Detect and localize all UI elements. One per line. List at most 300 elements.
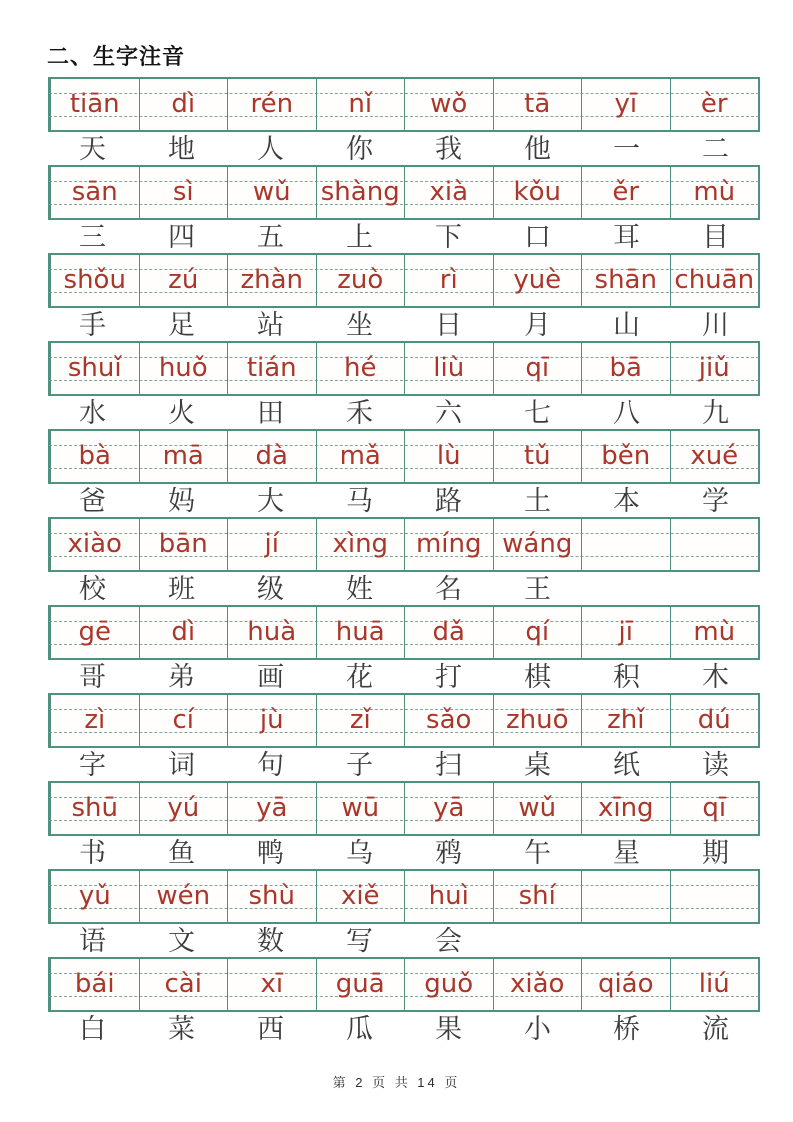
character-cell (315, 924, 404, 957)
table-row (48, 517, 760, 605)
character-cell (493, 220, 582, 253)
character-cell (226, 132, 315, 165)
character-cell (493, 308, 582, 341)
character-text: 画 (257, 662, 284, 692)
pinyin-text: yú (167, 792, 200, 823)
character-text: 站 (257, 310, 284, 340)
pinyin-cell (316, 871, 405, 922)
character-text: 打 (435, 662, 462, 692)
character-text: 川 (702, 310, 729, 340)
pinyin-text: zhuō (505, 704, 569, 735)
character-text: 会 (435, 926, 462, 956)
pinyin-cell (404, 783, 493, 834)
character-cell (671, 396, 760, 429)
pinyin-cell (139, 167, 228, 218)
pinyin-text: sān (71, 176, 118, 207)
character-cell (137, 836, 226, 869)
character-cell (671, 132, 760, 165)
character-cell (48, 748, 137, 781)
pinyin-cell (581, 343, 670, 394)
character-text: 乌 (346, 838, 373, 868)
pinyin-text: zhǐ (607, 704, 645, 735)
pinyin-cell (493, 79, 582, 130)
pinyin-text: tián (246, 352, 297, 383)
pinyin-cell (404, 343, 493, 394)
pinyin-text: liú (698, 968, 730, 999)
character-row (48, 660, 760, 693)
character-cell (404, 748, 493, 781)
pinyin-text: bái (74, 968, 115, 999)
pinyin-cell (316, 607, 405, 658)
pinyin-text: huā (335, 616, 385, 647)
pinyin-row (48, 165, 760, 220)
pinyin-text: qī (525, 352, 550, 383)
character-text: 天 (79, 134, 106, 164)
character-cell (226, 484, 315, 517)
pinyin-row (48, 253, 760, 308)
character-text: 花 (346, 662, 373, 692)
pinyin-cell (670, 431, 759, 482)
character-cell (493, 484, 582, 517)
pinyin-row (48, 605, 760, 660)
pinyin-cell (50, 695, 139, 746)
table-row (48, 605, 760, 693)
pinyin-cell (670, 343, 759, 394)
character-cell (671, 484, 760, 517)
character-text: 月 (524, 310, 551, 340)
character-text: 读 (702, 750, 729, 780)
character-text: 书 (79, 838, 106, 868)
pinyin-text: yī (614, 88, 638, 119)
pinyin-cell (581, 871, 670, 922)
pinyin-text: èr (700, 88, 728, 119)
character-text: 姓 (346, 574, 373, 604)
character-text: 桥 (613, 1014, 640, 1044)
pinyin-cell (581, 79, 670, 130)
pinyin-cell (581, 431, 670, 482)
table-row (48, 341, 760, 429)
character-text: 学 (702, 486, 729, 516)
pinyin-cell (316, 783, 405, 834)
pinyin-cell (139, 255, 228, 306)
pinyin-cell (227, 431, 316, 482)
pinyin-text: gē (78, 616, 111, 647)
character-row (48, 572, 760, 605)
pinyin-cell (493, 607, 582, 658)
pinyin-cell (670, 79, 759, 130)
pinyin-cell (139, 343, 228, 394)
character-cell (48, 220, 137, 253)
pinyin-text: shū (71, 792, 118, 823)
character-text: 王 (524, 574, 551, 604)
pinyin-cell (493, 167, 582, 218)
character-cell (671, 572, 760, 605)
pinyin-cell (227, 783, 316, 834)
pinyin-text: mù (693, 616, 736, 647)
character-text: 子 (346, 750, 373, 780)
page-title: 二、生字注音 (47, 44, 186, 69)
character-row (48, 308, 760, 341)
character-text: 级 (257, 574, 284, 604)
pinyin-text: sǎo (426, 704, 472, 735)
pinyin-cell (50, 431, 139, 482)
pinyin-text: xī (260, 968, 284, 999)
pinyin-text: dú (697, 704, 731, 735)
pinyin-cell (50, 79, 139, 130)
pinyin-row (48, 77, 760, 132)
pinyin-text: shān (594, 264, 657, 295)
character-text: 人 (257, 134, 284, 164)
character-text: 目 (702, 222, 729, 252)
character-cell (226, 1012, 315, 1045)
pinyin-text: xìng (332, 528, 389, 559)
pinyin-row (48, 429, 760, 484)
character-text: 四 (168, 222, 195, 252)
character-cell (404, 836, 493, 869)
pinyin-text: wǔ (252, 176, 291, 207)
character-cell (671, 924, 760, 957)
character-text: 土 (524, 486, 551, 516)
character-text: 三 (79, 222, 106, 252)
character-text: 菜 (168, 1014, 195, 1044)
character-cell (404, 924, 493, 957)
pinyin-text: jí (264, 528, 279, 559)
character-text: 八 (613, 398, 640, 428)
character-cell (137, 924, 226, 957)
character-text: 文 (168, 926, 195, 956)
pinyin-cell (670, 959, 759, 1010)
pinyin-text: qī (702, 792, 727, 823)
character-text: 坐 (346, 310, 373, 340)
pinyin-text: mù (693, 176, 736, 207)
character-cell (226, 220, 315, 253)
character-text: 火 (168, 398, 195, 428)
character-text: 午 (524, 838, 551, 868)
character-cell (671, 748, 760, 781)
pinyin-cell (581, 519, 670, 570)
pinyin-cell (139, 871, 228, 922)
pinyin-text: wū (341, 792, 380, 823)
table-row (48, 869, 760, 957)
character-cell (315, 220, 404, 253)
pinyin-cell (493, 871, 582, 922)
pinyin-text: jù (259, 704, 284, 735)
pinyin-text: shí (518, 880, 556, 911)
pinyin-cell (139, 607, 228, 658)
pinyin-text: huǒ (158, 352, 208, 383)
table-row (48, 693, 760, 781)
pinyin-text: kǒu (513, 176, 561, 207)
character-cell (48, 308, 137, 341)
pinyin-text: yā (433, 792, 465, 823)
character-cell (226, 308, 315, 341)
character-cell (137, 572, 226, 605)
pinyin-cell (316, 255, 405, 306)
character-row (48, 924, 760, 957)
character-text: 期 (702, 838, 729, 868)
table-row (48, 165, 760, 253)
character-row (48, 220, 760, 253)
pinyin-cell (227, 79, 316, 130)
pinyin-cell (316, 167, 405, 218)
table-row (48, 77, 760, 165)
pinyin-cell (404, 255, 493, 306)
character-text: 水 (79, 398, 106, 428)
pinyin-text: hé (344, 352, 377, 383)
character-text: 耳 (613, 222, 640, 252)
character-text: 词 (168, 750, 195, 780)
character-cell (582, 836, 671, 869)
pinyin-text: mǎ (339, 440, 381, 471)
pinyin-cell (139, 79, 228, 130)
pinyin-text: lù (436, 440, 461, 471)
character-row (48, 132, 760, 165)
character-text: 口 (524, 222, 551, 252)
pinyin-text: yǔ (78, 880, 111, 911)
character-cell (493, 396, 582, 429)
pinyin-cell (227, 607, 316, 658)
character-text: 山 (613, 310, 640, 340)
table-row (48, 781, 760, 869)
pinyin-text: shàng (320, 176, 400, 207)
pinyin-table (48, 77, 760, 1045)
pinyin-cell (227, 167, 316, 218)
character-cell (137, 132, 226, 165)
pinyin-text: xué (690, 440, 739, 471)
character-text: 马 (346, 486, 373, 516)
character-text: 鸦 (435, 838, 462, 868)
pinyin-cell (493, 959, 582, 1010)
pinyin-text: bà (78, 440, 111, 471)
character-text: 字 (79, 750, 106, 780)
pinyin-text: zuò (337, 264, 384, 295)
character-cell (137, 484, 226, 517)
pinyin-cell (493, 783, 582, 834)
pinyin-text: běn (601, 440, 651, 471)
pinyin-text: shuǐ (67, 352, 122, 383)
character-text: 积 (613, 662, 640, 692)
character-cell (315, 396, 404, 429)
character-cell (48, 924, 137, 957)
character-cell (315, 836, 404, 869)
character-text: 鸭 (257, 838, 284, 868)
pinyin-text: guǒ (424, 968, 474, 999)
character-cell (404, 220, 493, 253)
character-cell (315, 748, 404, 781)
pinyin-text: tā (524, 88, 551, 119)
pinyin-text: bā (609, 352, 642, 383)
pinyin-cell (404, 519, 493, 570)
character-cell (582, 220, 671, 253)
character-row (48, 836, 760, 869)
character-text: 班 (168, 574, 195, 604)
character-cell (48, 132, 137, 165)
character-text: 上 (346, 222, 373, 252)
pinyin-text: wáng (502, 528, 573, 559)
character-row (48, 484, 760, 517)
character-row (48, 1012, 760, 1045)
character-text: 下 (435, 222, 462, 252)
character-cell (671, 308, 760, 341)
character-cell (404, 396, 493, 429)
pinyin-text: rén (250, 88, 294, 119)
pinyin-cell (227, 695, 316, 746)
character-cell (137, 308, 226, 341)
character-cell (582, 748, 671, 781)
character-cell (226, 572, 315, 605)
pinyin-cell (670, 519, 759, 570)
pinyin-cell (227, 871, 316, 922)
pinyin-text: nǐ (348, 88, 373, 119)
character-cell (315, 660, 404, 693)
character-cell (493, 572, 582, 605)
character-text: 校 (79, 574, 106, 604)
pinyin-cell (581, 695, 670, 746)
pinyin-text: shù (248, 880, 295, 911)
character-cell (582, 396, 671, 429)
character-text: 流 (702, 1014, 729, 1044)
pinyin-cell (581, 783, 670, 834)
pinyin-cell (316, 343, 405, 394)
character-text: 鱼 (168, 838, 195, 868)
character-text: 我 (435, 134, 462, 164)
pinyin-text: zhàn (240, 264, 304, 295)
character-cell (315, 572, 404, 605)
pinyin-text: xīng (597, 792, 654, 823)
pinyin-cell (50, 167, 139, 218)
table-row (48, 957, 760, 1045)
character-cell (671, 836, 760, 869)
pinyin-cell (670, 255, 759, 306)
character-text: 一 (613, 134, 640, 164)
pinyin-text: dà (255, 440, 288, 471)
pinyin-text: xiǎo (510, 968, 565, 999)
character-cell (315, 132, 404, 165)
pinyin-cell (493, 519, 582, 570)
character-row (48, 396, 760, 429)
character-text: 桌 (524, 750, 551, 780)
character-cell (404, 132, 493, 165)
character-cell (582, 660, 671, 693)
character-cell (671, 660, 760, 693)
character-cell (404, 308, 493, 341)
character-text: 本 (613, 486, 640, 516)
pinyin-cell (316, 519, 405, 570)
pinyin-text: bān (158, 528, 208, 559)
character-cell (48, 396, 137, 429)
pinyin-text: wén (156, 880, 211, 911)
character-cell (48, 660, 137, 693)
pinyin-cell (493, 343, 582, 394)
character-cell (137, 220, 226, 253)
pinyin-text: cài (164, 968, 202, 999)
character-text: 你 (346, 134, 373, 164)
pinyin-text: qí (525, 616, 550, 647)
character-row (48, 748, 760, 781)
pinyin-text: cí (172, 704, 195, 735)
pinyin-cell (493, 255, 582, 306)
pinyin-cell (404, 79, 493, 130)
character-text: 弟 (168, 662, 195, 692)
character-cell (137, 660, 226, 693)
pinyin-cell (404, 871, 493, 922)
pinyin-cell (316, 431, 405, 482)
character-cell (137, 1012, 226, 1045)
character-text: 二 (702, 134, 729, 164)
character-cell (493, 132, 582, 165)
pinyin-row (48, 693, 760, 748)
character-text: 木 (702, 662, 729, 692)
pinyin-text: huì (428, 880, 469, 911)
pinyin-cell (316, 959, 405, 1010)
character-text: 田 (257, 398, 284, 428)
pinyin-text: míng (415, 528, 482, 559)
pinyin-row (48, 341, 760, 396)
character-cell (226, 836, 315, 869)
character-cell (226, 660, 315, 693)
pinyin-cell (50, 607, 139, 658)
pinyin-text: yā (256, 792, 288, 823)
character-cell (137, 396, 226, 429)
pinyin-cell (50, 519, 139, 570)
character-cell (493, 836, 582, 869)
character-cell (48, 836, 137, 869)
pinyin-text: xiào (67, 528, 122, 559)
character-text: 他 (524, 134, 551, 164)
character-cell (315, 308, 404, 341)
character-cell (671, 1012, 760, 1045)
character-text: 六 (435, 398, 462, 428)
character-cell (48, 572, 137, 605)
character-text: 小 (524, 1014, 551, 1044)
pinyin-cell (139, 959, 228, 1010)
character-text: 果 (435, 1014, 462, 1044)
pinyin-text: dì (171, 88, 196, 119)
pinyin-cell (670, 695, 759, 746)
table-row (48, 429, 760, 517)
pinyin-cell (581, 607, 670, 658)
pinyin-cell (404, 607, 493, 658)
character-text: 足 (168, 310, 195, 340)
pinyin-text: zú (168, 264, 199, 295)
character-text: 白 (79, 1014, 106, 1044)
pinyin-text: guā (335, 968, 385, 999)
pinyin-cell (227, 255, 316, 306)
pinyin-cell (670, 871, 759, 922)
pinyin-text: yuè (513, 264, 562, 295)
character-cell (48, 484, 137, 517)
pinyin-cell (493, 431, 582, 482)
character-text: 哥 (79, 662, 106, 692)
character-text: 棋 (524, 662, 551, 692)
pinyin-cell (50, 959, 139, 1010)
character-cell (48, 1012, 137, 1045)
pinyin-text: huà (247, 616, 297, 647)
pinyin-cell (316, 79, 405, 130)
character-cell (493, 748, 582, 781)
pinyin-cell (227, 343, 316, 394)
character-cell (582, 924, 671, 957)
character-cell (582, 572, 671, 605)
character-cell (404, 484, 493, 517)
character-cell (315, 1012, 404, 1045)
character-text: 大 (257, 486, 284, 516)
pinyin-cell (139, 431, 228, 482)
pinyin-text: zì (84, 704, 106, 735)
character-cell (226, 924, 315, 957)
character-text: 九 (702, 398, 729, 428)
character-text: 地 (168, 134, 195, 164)
